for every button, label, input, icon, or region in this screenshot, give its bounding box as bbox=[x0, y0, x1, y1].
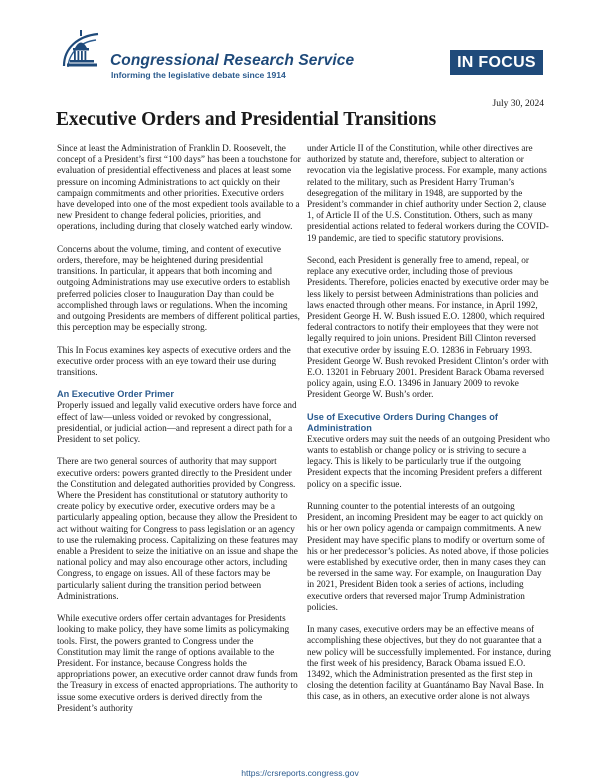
footer-url[interactable]: https://crsreports.congress.gov bbox=[241, 768, 359, 778]
body-paragraph: There are two general sources of authority that may support executive orders: powers granted directly to the President under the Constitution and delegated authorities provided by Congress. Where the President has constitutional or statutory authority to create policy by executive order, executive orders may be a particularly appealing option, because they allow the President to act without waiting for Congress to pass legislation or an agency to use the rulemaking process. Capitalizing on these features may enable a President to seize the initiative on an issue and shape the national policy and may also encourage other actors, including Congress, to engage on issues. All of these factors may be particularly salient during the transition period between Administrations. bbox=[57, 456, 298, 601]
right-column bbox=[307, 143, 551, 714]
in-focus-badge: IN FOCUS bbox=[450, 50, 543, 75]
section-heading: An Executive Order Primer bbox=[57, 389, 174, 400]
body-paragraph: In many cases, executive orders may be an effective means of accomplishing these objectives, but they do not guarantee that a new policy will be successfully implemented. For instance, during the first week of his presidency, Barack Obama issued E.O. 13492, which the Administration presented as the first step in closing the detention facility at Guantánamo Bay Naval Base. In this case, as in others, an executive order alone is not always bbox=[307, 624, 551, 702]
body-paragraph: Running counter to the potential interests of an outgoing President, an incoming President may be eager to act quickly on his or her own policy agenda or campaign commitments. A new President may have specific plans to modify or overturn some of his or her predecessor’s policies. As noted above, if those policies were established by executive order, then in many cases they can be reversed in the same way. For example, on Inauguration Day in 2021, President Biden took a series of actions, including executive orders that reversed major Trump Administration policies. bbox=[307, 501, 549, 612]
page-header bbox=[0, 0, 600, 90]
section-heading: Use of Executive Orders During Changes of Administration bbox=[307, 411, 498, 433]
body-paragraph: under Article II of the Constitution, while other directives are authorized by statute and, therefore, subject to alteration or revocation via the legislative process. For example, many actions related to the military, such as President Harry Truman’s desegregation of the military in 1948, are supported by the President’s commander in chief authority under Section 2, clause 1, of Article II of the U.S. Constitution. Others, such as many presidential actions related to federal workers during the COVID-19 pandemic, are tied to specific statutory provisions. bbox=[307, 143, 549, 243]
body-paragraph: Since at least the Administration of Franklin D. Roosevelt, the concept of a President’s first “100 days” has been a touchstone for evaluation of presidential effectiveness and places at least some pressure on incoming Administrations to act quickly on their campaign commitments and other priorities. Executive orders have developed into one of the most expedient tools available to a new President to change federal policies, priorities, and operations, including during that closely watched early window. bbox=[57, 143, 301, 232]
capitol-dome-icon bbox=[58, 26, 106, 74]
publication-date: July 30, 2024 bbox=[492, 99, 544, 109]
body-paragraph: While executive orders offer certain advantages for Presidents looking to make policy, they have some limits as policymaking tools. First, the powers granted to Congress under the Constitution may limit the range of options available to the President. For instance, because Congress holds the appropriations power, an executive order cannot draw funds from the Treasury in excess of enacted appropriations. The authority to issue some executive orders is derived directly from the President’s authority bbox=[57, 613, 298, 713]
page-title: Executive Orders and Presidential Transitions bbox=[56, 109, 437, 130]
body-paragraph: Concerns about the volume, timing, and content of executive orders, therefore, may be heightened during presidential transitions. In particular, it appears that both incoming and outgoing Administrations may use executive orders to establish preferred policies closer to Inauguration Day than could be accomplished through laws or regulations. When the incoming and outgoing Presidents are members of different political parties, this perception may be especially strong. bbox=[57, 243, 300, 333]
body-paragraph: Properly issued and legally valid executive orders have force and effect of law—unless voided or revoked by congressional, presidential, or judicial action—and represent a direct path for a President to set policy. bbox=[57, 400, 297, 445]
body-paragraph: This In Focus examines key aspects of executive orders and the executive order process with an eye toward their use during transitions. bbox=[57, 344, 291, 378]
left-column bbox=[57, 143, 301, 725]
body-paragraph: Second, each President is generally free to amend, repeal, or replace any executive order, including those of previous Presidents. Therefore, policies enacted by executive order may be less likely to persist between Administrations than policies and laws enacted through other means. For instance, in April 1992, President George H. W. Bush issued E.O. 12800, which required federal contractors to notify their employees that they were not legally required to join unions. President Bill Clinton reversed that executive order by issuing E.O. 12836 in February 1993. President George W. Bush revoked President Clinton’s order with E.O. 13201 in February 2001. President Barack Obama reversed policy again, using E.O. 13496 in January 2009 to revoke President George W. Bush’s order. bbox=[307, 255, 549, 400]
body-paragraph: Executive orders may suit the needs of an outgoing President who wants to establish or change policy or is striving to secure a legacy. This is likely to be particularly true if the outgoing President expects that the incoming President prefers a different policy on a specific issue. bbox=[307, 433, 550, 489]
org-tagline: Informing the legislative debate since 1914 bbox=[111, 70, 286, 80]
org-name: Congressional Research Service bbox=[110, 52, 355, 69]
